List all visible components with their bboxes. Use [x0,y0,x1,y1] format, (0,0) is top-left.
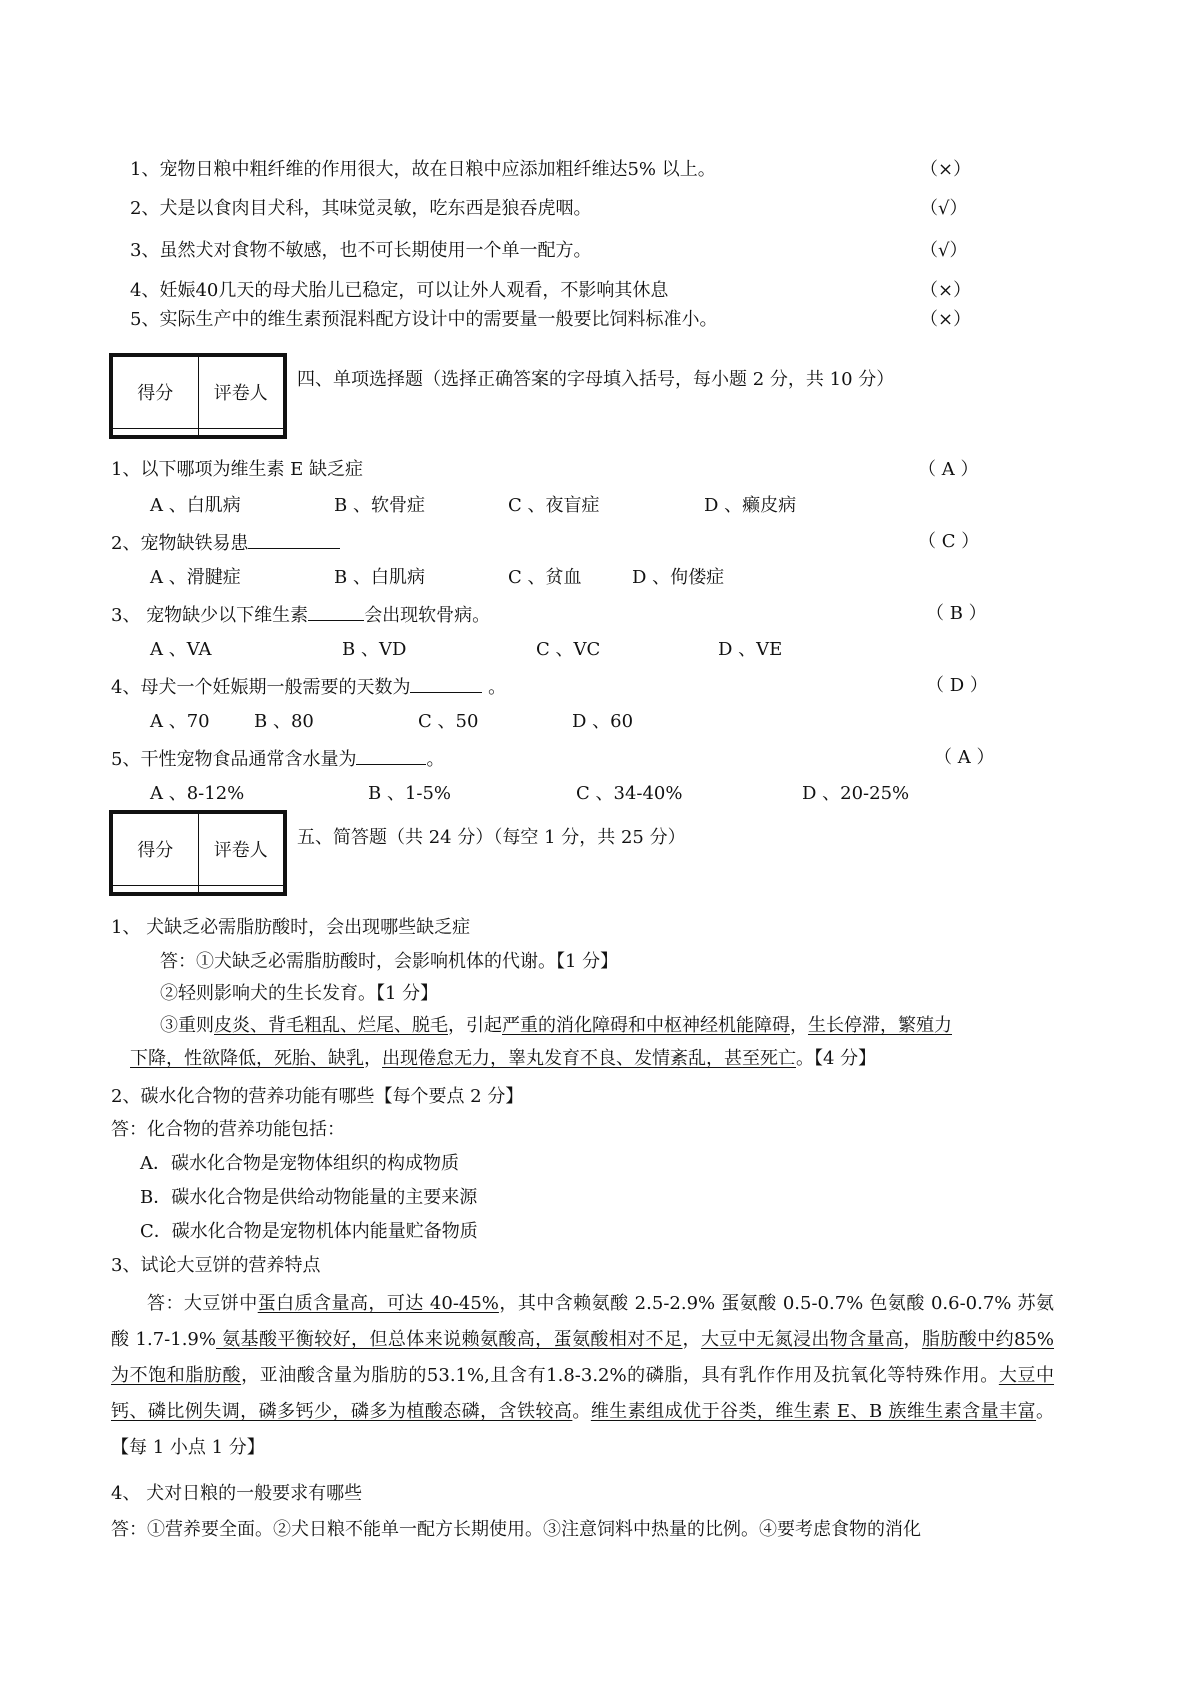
tf-item-3-text: 3、虽然犬对食物不敏感，也不可长期使用一个单一配方。 [130,240,592,261]
tf-item-2-text: 2、犬是以食肉目犬科，其味觉灵敏，吃东西是狼吞虎咽。 [130,198,592,219]
sa-question-4: 4、 犬对日粮的一般要求有哪些 [111,1483,363,1504]
underlined-key-point: 维生素组成优于谷类，维生素 E、B 族维生素含量丰富 [590,1401,1037,1422]
text-run: 。【每 1 小点 1 分】 [111,1401,1055,1458]
mc-answer-1: （ A ） [918,459,979,480]
answer-blank [410,674,482,693]
sa-answer-2-intro: 答：化合物的营养功能包括： [111,1119,345,1140]
grader-cell[interactable] [198,428,284,435]
grader-cell[interactable] [198,885,284,892]
sa-answer-1-line-4 [130,1047,876,1071]
text-run: 。 [572,1401,591,1422]
text-run: ， [682,1329,701,1350]
underlined-key-point: 出现倦怠无力，睾丸发育不良、发情紊乱，甚至死亡 [382,1048,796,1069]
score-label: 得分 [113,357,199,429]
mc-options-4 [150,710,633,734]
option-c: C 、VC [536,639,601,660]
text-run: ，其中含赖氨酸 2.5-2.9% 蛋氨酸 0.5-0.7% 色氨酸 0.6-0.7% 苏氨酸 1.7-1.9% [111,1293,1054,1350]
text-run: ，引起 [448,1015,502,1036]
mc-answer-3: （ B ） [926,603,987,624]
section5-title: 五、简答题（共 24 分）（每空 1 分，共 25 分） [297,827,686,848]
option-b: B 、80 [254,711,314,732]
sa-answer-2-point-c: C．碳水化合物是宠物机体内能量贮备物质 [140,1221,478,1242]
score-cell[interactable] [113,428,199,435]
score-label: 得分 [113,814,199,886]
mc-question-3 [111,602,490,628]
mc-answer-2: （ C ） [918,531,980,552]
option-b: B 、白肌病 [334,567,425,588]
option-a: A 、滑腱症 [150,567,241,588]
mc-question-2-text: 2、宠物缺铁易患 [111,533,249,554]
underlined-key-point: 大豆中钙、磷比例失调，磷多钙少，磷多为植酸态磷，含铁较高 [111,1365,1055,1422]
sa-answer-3-paragraph [111,1286,1054,1466]
text-run: 。【4 分】 [796,1048,877,1069]
underlined-key-point: 严重的消化障碍和中枢神经机能障碍 [502,1015,790,1036]
text-run: ， [364,1048,382,1069]
mc-question-3-tail: 会出现软骨病。 [364,605,491,626]
option-d: D 、癞皮病 [704,495,797,516]
underlined-key-point: 皮炎、背毛粗乱、烂尾、脱毛 [214,1015,448,1036]
option-c: C 、50 [418,711,479,732]
mc-answer-4: （ D ） [926,675,988,696]
mc-question-3-text: 3、 宠物缺少以下维生素 [111,605,309,626]
score-box-section5 [109,810,287,896]
mc-answer-5: （ A ） [934,747,995,768]
mc-question-4-text: 4、母犬一个妊娠期一般需要的天数为 [111,677,411,698]
answer-blank [248,530,340,549]
tf-item-1-text: 1、宠物日粮中粗纤维的作用很大，故在日粮中应添加粗纤维达5% 以上。 [130,159,716,180]
underlined-key-point: 氨基酸平衡较好，但总体来说赖氨酸高，蛋氨酸相对不足 [216,1329,683,1350]
option-b: B 、VD [342,639,407,660]
section4-title: 四、单项选择题（选择正确答案的字母填入括号，每小题 2 分，共 10 分） [297,369,895,390]
mc-question-4 [111,674,506,700]
tf-item-1 [130,158,716,182]
tf-item-2 [130,197,591,221]
option-a: A 、70 [150,711,210,732]
option-a: A 、8-12% [150,783,245,804]
mc-options-1 [150,494,796,518]
mc-question-5-tail: 。 [426,749,445,770]
option-c: C 、34-40% [576,783,683,804]
tf-item-3 [130,239,591,263]
tf-answer-4: （×） [920,280,972,301]
tf-answer-5: （×） [920,309,972,330]
mc-question-5 [111,746,444,772]
sa-answer-2-point-a: A．碳水化合物是宠物体组织的构成物质 [140,1153,459,1174]
tf-item-5 [130,308,717,332]
option-d: D 、佝偻症 [632,567,725,588]
sa-question-3: 3、试论大豆饼的营养特点 [111,1255,321,1276]
mc-question-5-text: 5、干性宠物食品通常含水量为 [111,749,357,770]
mc-options-2 [150,566,724,590]
tf-answer-3: （√） [920,240,968,261]
tf-item-5-text: 5、实际生产中的维生素预混料配方设计中的需要量一般要比饲料标准小。 [130,309,718,330]
answer-blank [356,746,426,765]
text-run: ， [790,1015,808,1036]
mc-question-4-tail: 。 [482,677,507,698]
underlined-key-point: 下降，性欲降低，死胎、缺乳 [130,1048,364,1069]
underlined-key-point: 大豆中无氮浸出物含量高 [700,1329,904,1350]
score-box-section4 [109,353,287,439]
option-a: A 、白肌病 [150,495,241,516]
underlined-key-point: 生长停滞，繁殖力 [808,1015,952,1036]
tf-item-4-text: 4、妊娠40几天的母犬胎儿已稳定，可以让外人观看，不影响其休息 [130,280,669,301]
option-d: D 、60 [572,711,634,732]
mc-options-5 [150,782,909,806]
text-run: ， [903,1329,922,1350]
grader-label: 评卷人 [198,357,284,429]
tf-item-4 [130,279,668,303]
option-d: D 、20-25% [802,783,910,804]
sa-question-2: 2、碳水化合物的营养功能有哪些【每个要点 2 分】 [111,1086,524,1107]
sa-answer-1-line-1: 答：①犬缺乏必需脂肪酸时，会影响机体的代谢。【1 分】 [160,951,619,972]
underlined-key-point: 蛋白质含量高，可达 40-45% [257,1293,499,1314]
option-c: C 、贫血 [508,567,582,588]
mc-options-3 [150,638,782,662]
sa-answer-2-point-b: B．碳水化合物是供给动物能量的主要来源 [140,1187,478,1208]
sa-answer-1-line-3 [160,1014,952,1038]
option-b: B 、软骨症 [334,495,425,516]
text-run: 答：大豆饼中 [147,1293,258,1314]
text-run: ③重则 [160,1015,214,1036]
option-a: A 、VA [150,639,212,660]
answer-blank [308,602,364,621]
grader-label: 评卷人 [198,814,284,886]
option-d: D 、VE [718,639,783,660]
underlined-key-point: 脂肪酸中约85% 为不饱和脂肪酸 [111,1329,1055,1386]
tf-answer-2: （√） [920,198,968,219]
sa-answer-4: 答：①营养要全面。②犬日粮不能单一配方长期使用。③注意饲料中热量的比例。④要考虑食物的消化 [111,1519,921,1540]
tf-answer-1: （×） [920,159,972,180]
mc-question-1: 1、以下哪项为维生素 E 缺乏症 [111,459,364,480]
text-run: ，亚油酸含量为脂肪的53.1%,且含有1.8-3.2%的磷脂，具有乳作作用及抗氧化等特殊作用。 [241,1365,999,1386]
mc-question-2 [111,530,340,556]
option-b: B 、1-5% [368,783,452,804]
score-cell[interactable] [113,885,199,892]
sa-answer-1-line-2: ②轻则影响犬的生长发育。【1 分】 [160,983,439,1004]
option-c: C 、夜盲症 [508,495,600,516]
sa-question-1: 1、 犬缺乏必需脂肪酸时，会出现哪些缺乏症 [111,917,471,938]
